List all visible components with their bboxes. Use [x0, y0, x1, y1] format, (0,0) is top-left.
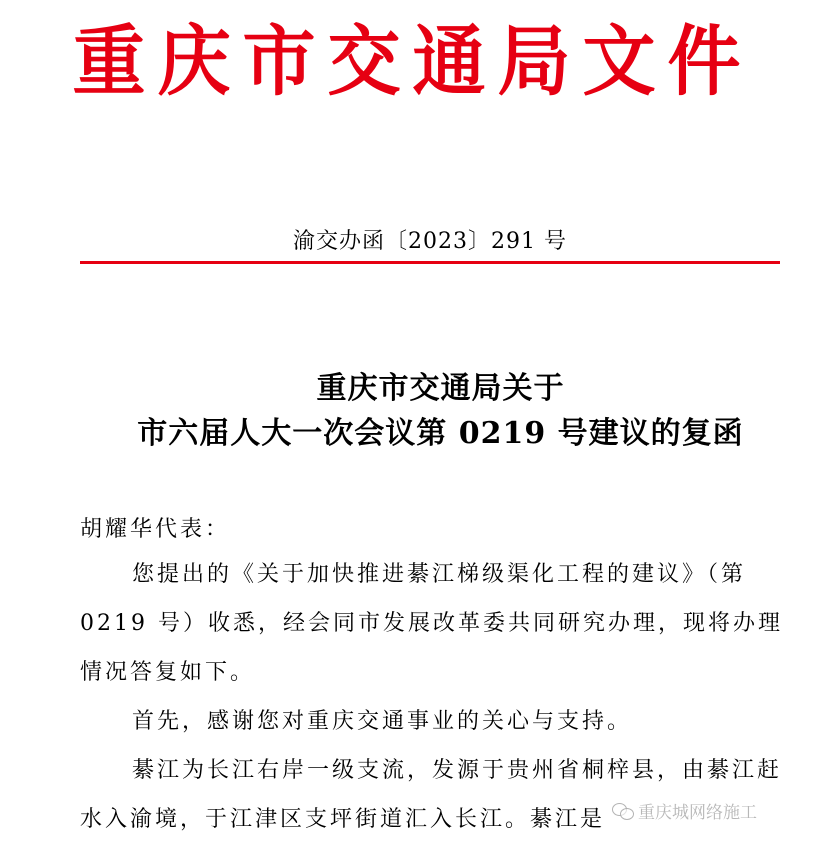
body-line-3: 情况答复如下。 — [80, 660, 256, 685]
body-line-2: 0219 号）收悉，经会同市发展改革委共同研究办理，现将办理 — [80, 611, 783, 636]
salutation: 胡耀华代表： — [80, 517, 231, 542]
document-number: 渝交办函〔2023〕291 号 — [293, 229, 567, 254]
document-title-line-2: 市六届人大一次会议第 0219 号建议的复函 — [137, 416, 744, 451]
watermark — [612, 798, 757, 823]
red-divider-line — [80, 261, 780, 264]
wechat-icon — [612, 801, 634, 821]
document-header-title: 重庆市交通局文件 — [72, 16, 753, 107]
document-title-line-1: 重庆市交通局关于 — [316, 371, 565, 406]
body-line-5: 綦江为长江右岸一级支流，发源于贵州省桐梓县，由綦江赶 — [132, 758, 783, 783]
watermark-text: 重庆城网络施工 — [638, 803, 757, 823]
body-line-6: 水入渝境，于江津区支坪街道汇入长江。綦江是 — [80, 807, 606, 832]
body-line-4: 首先，感谢您对重庆交通事业的关心与支持。 — [132, 709, 633, 734]
body-line-1: 您提出的《关于加快推进綦江梯级渠化工程的建议》（第 — [132, 562, 747, 587]
